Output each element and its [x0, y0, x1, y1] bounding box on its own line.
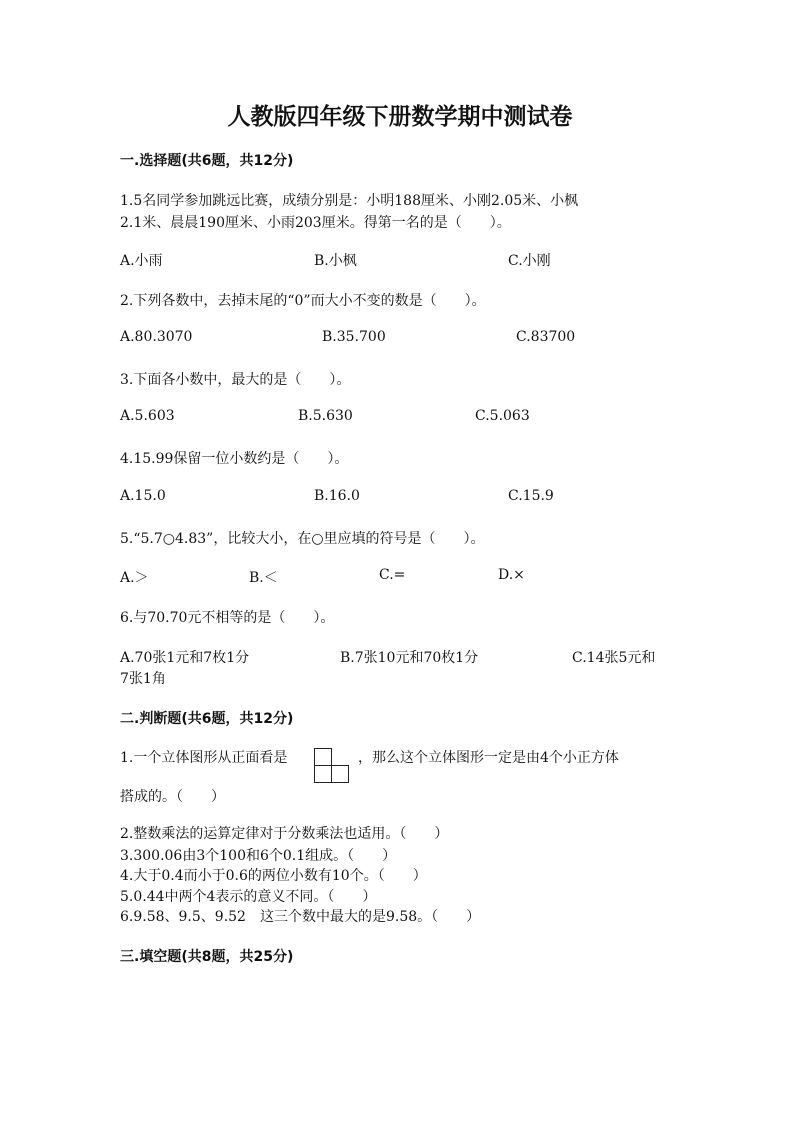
- option-a[interactable]: A.5.603: [120, 408, 175, 424]
- front-view-figure: [314, 748, 350, 784]
- question-text: 搭成的。（ ）: [120, 789, 225, 805]
- option-c[interactable]: C.83700: [516, 329, 576, 345]
- option-c[interactable]: C.15.9: [508, 488, 554, 504]
- section-heading-fill: 三.填空题(共8题，共25分): [120, 949, 294, 965]
- page-title: 人教版四年级下册数学期中测试卷: [227, 104, 573, 130]
- figure-square: [331, 765, 349, 783]
- question-text: 6.与70.70元不相等的是（ ）。: [120, 610, 335, 626]
- question-text: 2.整数乘法的运算定律对于分数乘法也适用。（ ）: [120, 826, 449, 842]
- section-heading-choice: 一.选择题(共6题，共12分): [120, 153, 294, 169]
- option-b[interactable]: B.5.630: [298, 408, 353, 424]
- question-text: 2.1米、晨晨190厘米、小雨203厘米。得第一名的是（ ）。: [120, 215, 511, 231]
- question-text: 2.下列各数中，去掉末尾的“0”而大小不变的数是（ ）。: [120, 293, 486, 309]
- question-text: 6.9.58、9.5、9.52 这三个数中最大的是9.58。（ ）: [120, 909, 481, 925]
- option-a[interactable]: A.＞: [120, 570, 149, 586]
- question-text: 1.5名同学参加跳远比赛，成绩分别是：小明188厘米、小刚2.05米、小枫: [120, 193, 579, 209]
- figure-square: [314, 748, 332, 766]
- option-b[interactable]: B.35.700: [322, 329, 386, 345]
- question-text: 4.大于0.4而小于0.6的两位小数有10个。（ ）: [120, 868, 427, 884]
- question-text: 3.下面各小数中，最大的是（ ）。: [120, 372, 351, 388]
- option-c[interactable]: C.5.063: [475, 408, 530, 424]
- section-heading-judge: 二.判断题(共6题，共12分): [120, 711, 294, 727]
- option-a[interactable]: A.小雨: [120, 253, 163, 269]
- question-text: 3.300.06由3个100和6个0.1组成。（ ）: [120, 848, 397, 864]
- question-text: 5.“5.7○4.83”，比较大小，在○里应填的符号是（ ）。: [120, 531, 485, 547]
- option-a[interactable]: A.70张1元和7枚1分: [120, 650, 250, 666]
- option-c[interactable]: C.14张5元和: [572, 650, 656, 666]
- option-c[interactable]: C.小刚: [508, 253, 551, 269]
- option-b[interactable]: B.7张10元和70枚1分: [340, 650, 479, 666]
- question-text: 4.15.99保留一位小数约是（ ）。: [120, 451, 349, 467]
- option-a[interactable]: A.15.0: [120, 488, 166, 504]
- option-b[interactable]: B.小枫: [314, 253, 357, 269]
- option-a[interactable]: A.80.3070: [120, 329, 193, 345]
- option-c-continued: 7张1角: [120, 671, 166, 687]
- option-c[interactable]: C.=: [379, 567, 406, 583]
- question-text: 1.一个立体图形从正面看是: [120, 750, 288, 766]
- option-b[interactable]: B.＜: [249, 570, 278, 586]
- figure-square: [314, 765, 332, 783]
- question-text: 5.0.44中两个4表示的意义不同。（ ）: [120, 889, 377, 905]
- option-d[interactable]: D.×: [498, 567, 525, 583]
- question-text: ，那么这个立体图形一定是由4个小正方体: [358, 750, 619, 766]
- option-b[interactable]: B.16.0: [314, 488, 360, 504]
